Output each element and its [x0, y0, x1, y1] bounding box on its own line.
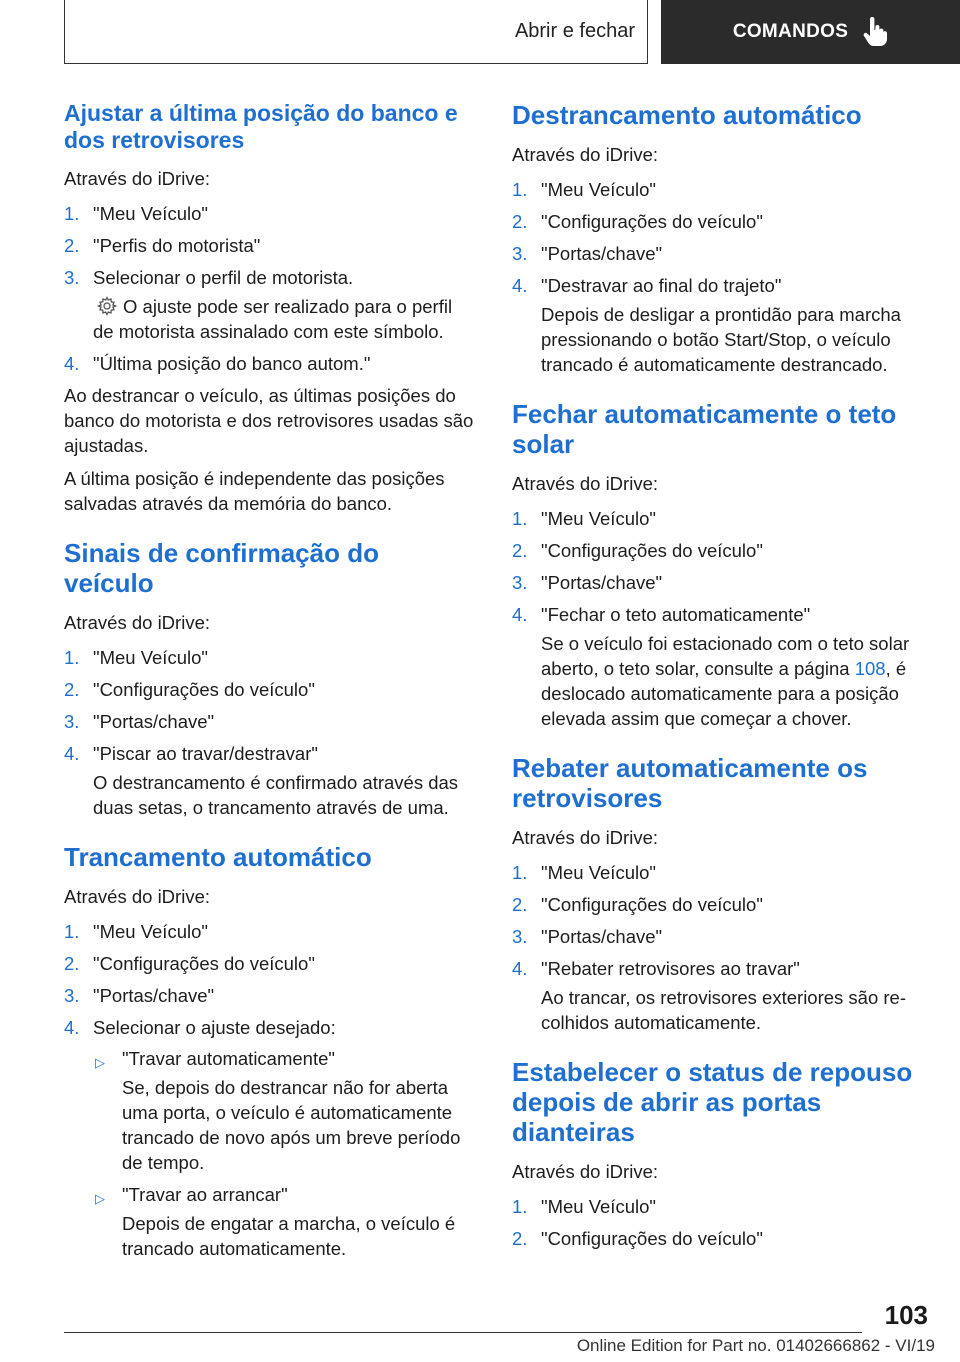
header-chapter-title: COMANDOS: [732, 21, 849, 42]
list-item: 3. Selecionar o perfil de motorista. O ajuste pode ser realizado para o perfil de motorista assinalado com este símbolo.: [64, 265, 474, 344]
list-item: 4. Selecionar o ajuste desejado: ▷ "Travar automaticamente" Se, depois do destrancar não for aberta uma porta, o veículo é automaticamente trancado de novo após um breve período de tempo. ▷ "Travar ao arrancar" Depois de engatar a marcha, o veículo é trancado automaticamente.: [64, 1015, 474, 1261]
item-note: Depois de desligar a prontidão para marcha pressionando o botão Start/Stop, o veículo trancado é automaticamente destrancado.: [541, 304, 901, 375]
section-title: Sinais de confirmação do veículo: [64, 538, 379, 598]
list-item: 2. "Perfis do motorista": [64, 235, 261, 256]
section-fold-mirrors: [512, 753, 924, 1035]
list-item: 4. "Rebater retrovisores ao travar" Ao trancar, os retrovisores exteriores são recolhidos automaticamente.: [512, 956, 924, 1035]
section-title: Rebater automaticamente os retrovisores: [512, 753, 868, 813]
header-section-tab: [64, 0, 648, 64]
list-item: 3. "Portas/chave": [64, 711, 215, 732]
list-item: 2. "Configurações do veículo": [512, 211, 763, 232]
list-item: 1. "Meu Veículo": [512, 179, 656, 200]
option-description: Se, depois do destrancar não for aberta uma porta, o veículo é automaticamente trancado de novo após um breve período de tempo.: [122, 1077, 461, 1173]
item-note: O ajuste pode ser realizado para o perfil de motorista assinalado com este símbolo.: [93, 296, 453, 342]
steps-list: [512, 506, 924, 731]
list-item: 4. "Piscar ao travar/destravar" O destrancamento é confirmado através das duas setas, o trancamento através de uma.: [64, 741, 474, 820]
option-item: ▷ "Travar ao arrancar" Depois de engatar a marcha, o veículo é trancado automaticamente.: [93, 1182, 474, 1261]
section-standby-status: [512, 1057, 924, 1251]
steps-list: [64, 919, 474, 1261]
hand-pointer-icon: [862, 17, 888, 47]
section-last-seat-position: [64, 100, 474, 516]
steps-list: [512, 177, 924, 377]
section-auto-lock: [64, 842, 474, 1261]
list-item: 2. "Configurações do veículo": [512, 1228, 763, 1249]
header-section-title: Abrir e fechar: [514, 20, 635, 42]
list-item: 3. "Portas/chave": [512, 926, 663, 947]
right-column: [512, 100, 924, 1273]
option-item: ▷ "Travar automaticamente" Se, depois do destrancar não for aberta uma porta, o veículo é automaticamente trancado de novo após um breve período de tempo.: [93, 1046, 474, 1175]
footer-divider: [64, 1332, 862, 1333]
paragraph: A última posição é independente das posições salvadas através da memória do banco.: [64, 468, 445, 514]
list-item: 1. "Meu Veículo": [512, 508, 656, 529]
list-item: 2. "Configurações do veículo": [64, 953, 315, 974]
page-number: 103: [884, 1300, 928, 1330]
lead-text: Através do iDrive:: [64, 168, 210, 189]
section-title: Fechar automaticamente o teto solar: [512, 399, 897, 459]
list-item: 4. "Destravar ao final do trajeto" Depois de desligar a prontidão para marcha pressionando o botão Start/Stop, o veículo trancado é automaticamente destrancado.: [512, 273, 924, 377]
option-list: [93, 1046, 474, 1261]
section-title: Estabelecer o status de repouso depois de abrir as portas dianteiras: [512, 1057, 913, 1147]
page-reference-link[interactable]: 108: [854, 658, 886, 679]
item-note: Se o veículo foi estacionado com o teto solar aberto, o teto solar, consulte a página 108, é deslocado automaticamente para a posição elevada assim que começar a chover.: [541, 633, 910, 729]
steps-list: [64, 645, 474, 820]
list-item: 2. "Configurações do veículo": [512, 540, 763, 561]
list-item: 3. "Portas/chave": [64, 985, 215, 1006]
list-item: 1. "Meu Veículo": [64, 921, 208, 942]
section-title: Destrancamento automático: [512, 100, 862, 130]
section-title: Ajustar a última posição do banco e dos retrovisores: [64, 100, 458, 153]
list-item: 1. "Meu Veículo": [512, 1196, 656, 1217]
gear-icon: [97, 296, 117, 316]
list-item: 1. "Meu Veículo": [512, 862, 656, 883]
steps-list: [512, 860, 924, 1035]
list-item: 4. "Última posição do banco autom.": [64, 353, 371, 374]
lead-text: Através do iDrive:: [64, 612, 210, 633]
option-description: Depois de engatar a marcha, o veículo é trancado automaticamente.: [122, 1213, 456, 1259]
lead-text: Através do iDrive:: [512, 1161, 658, 1182]
section-auto-unlock: [512, 100, 924, 377]
list-item: 4. "Fechar o teto automaticamente" Se o veículo foi estacionado com o teto solar aberto, o teto solar, consulte a página 108, é deslocado automaticamente para a posição elevada assim que começar a chover.: [512, 602, 924, 731]
list-item: 1. "Meu Veículo": [64, 203, 208, 224]
lead-text: Através do iDrive:: [512, 827, 658, 848]
steps-list: [512, 1194, 924, 1251]
list-item: 3. "Portas/chave": [512, 243, 663, 264]
list-item: 3. "Portas/chave": [512, 572, 663, 593]
section-title: Trancamento automático: [64, 842, 372, 872]
item-note: Ao trancar, os retrovisores exteriores são recolhidos automaticamente.: [541, 987, 907, 1033]
triangle-bullet-icon: ▷: [95, 1055, 105, 1070]
section-auto-close-sunroof: [512, 399, 924, 731]
lead-text: Através do iDrive:: [64, 886, 210, 907]
lead-text: Através do iDrive:: [512, 473, 658, 494]
left-column: [64, 100, 474, 1283]
footer-edition: Online Edition for Part no. 01402666862 - VI/19: [576, 1336, 935, 1355]
list-item: 2. "Configurações do veículo": [64, 679, 315, 700]
list-item: 1. "Meu Veículo": [64, 647, 208, 668]
section-confirmation-signals: [64, 538, 474, 820]
steps-list: [64, 201, 474, 376]
paragraph: Ao destrancar o veículo, as últimas posições do banco do motorista e dos retrovisores usadas são ajustadas.: [64, 385, 474, 456]
header-chapter-tab: [661, 0, 960, 64]
list-item: 2. "Configurações do veículo": [512, 894, 763, 915]
lead-text: Através do iDrive:: [512, 144, 658, 165]
item-note: O destrancamento é confirmado através das duas setas, o trancamento através de uma.: [93, 772, 459, 818]
triangle-bullet-icon: ▷: [95, 1191, 105, 1206]
